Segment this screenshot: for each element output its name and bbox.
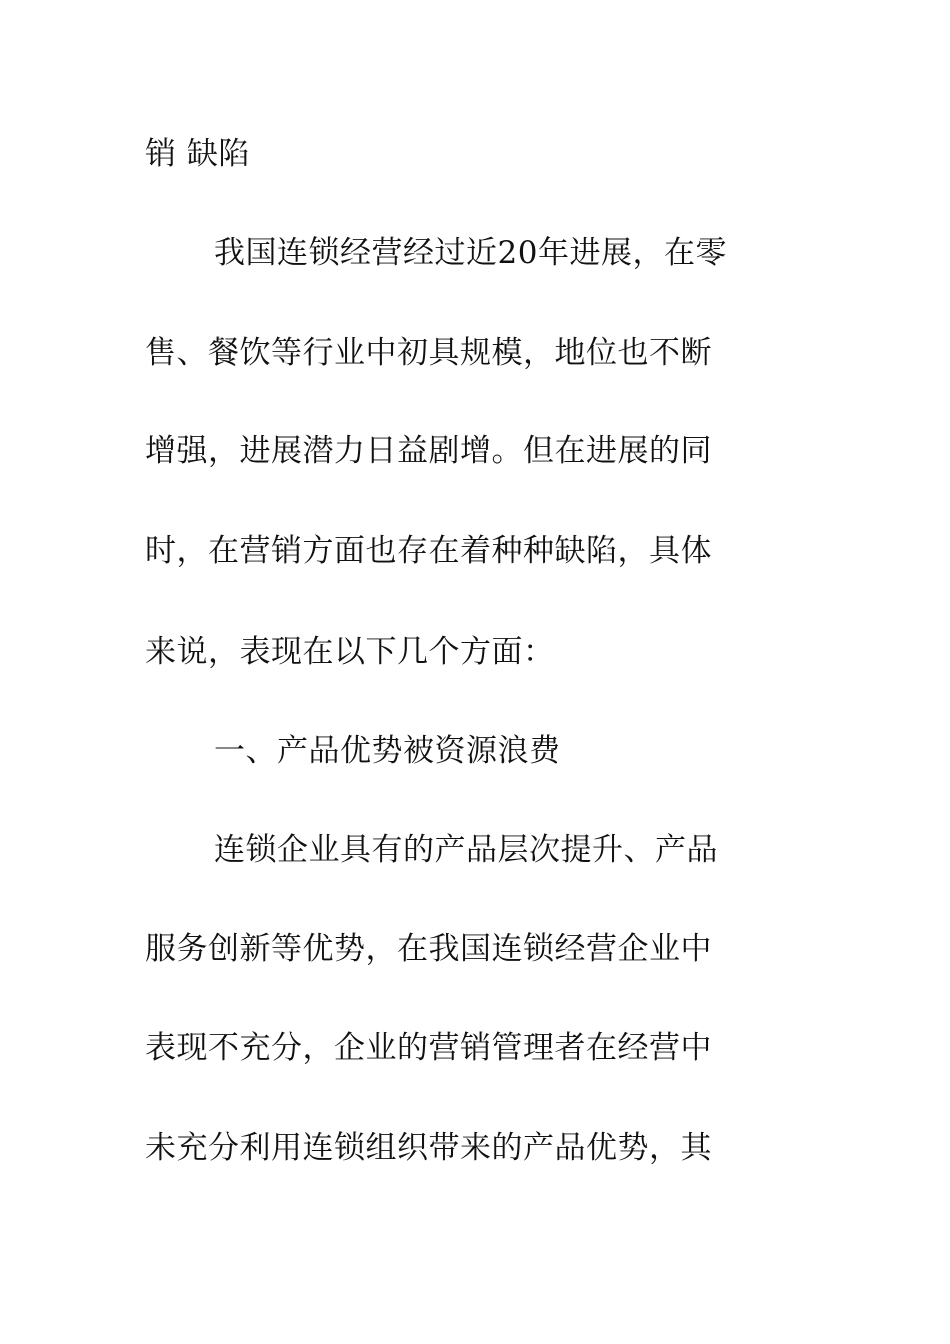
paragraph-1-line-1: 我国连锁经营经过近20年进展，在零: [214, 235, 727, 271]
paragraph-2-line-4: 未充分利用连锁组织带来的产品优势，其: [145, 1130, 712, 1166]
paragraph-1-line-2: 售、餐饮等行业中初具规模，地位也不断: [145, 335, 712, 371]
paragraph-1-line-5: 来说，表现在以下几个方面：: [145, 634, 555, 670]
heading-fragment: 销 缺陷: [145, 136, 250, 172]
section-heading: 一、产品优势被资源浪费: [214, 733, 561, 769]
paragraph-2-line-2: 服务创新等优势，在我国连锁经营企业中: [145, 931, 712, 967]
paragraph-1-line-3: 增强，进展潜力日益剧增。但在进展的同: [145, 433, 712, 469]
paragraph-2-line-1: 连锁企业具有的产品层次提升、产品: [214, 832, 718, 868]
paragraph-1-line-4: 时，在营销方面也存在着种种缺陷，具体: [145, 533, 712, 569]
paragraph-2-line-3: 表现不充分，企业的营销管理者在经营中: [145, 1030, 712, 1066]
